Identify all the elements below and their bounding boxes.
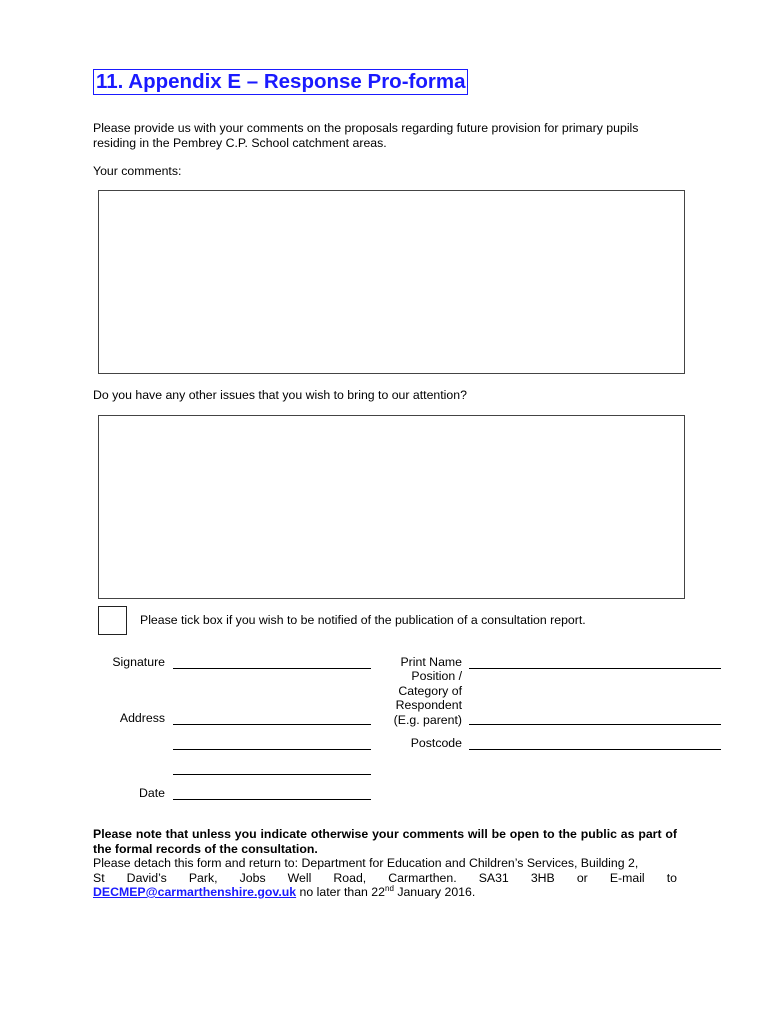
address-field-line-2[interactable] [173,749,371,750]
postcode-field[interactable] [469,749,721,750]
notify-checkbox[interactable] [98,606,127,635]
deadline-line [93,885,677,900]
position-label-line: Category of [398,683,462,698]
email-link[interactable]: DECMEP@carmarthenshire.gov.uk [93,885,297,899]
intro-paragraph [93,121,683,150]
date-label: Date [139,786,165,800]
public-records-notice: Please note that unless you indicate otherwise your comments will be open to the public as part of the formal records of the consultation. [93,827,677,856]
return-instructions-line: Please detach this form and return to: Department for Education and Children’s Services, Building 2, [93,856,639,870]
position-label-line: Respondent [395,698,462,712]
signature-field[interactable] [173,668,371,669]
deadline-text: no later than 22 [296,885,385,899]
date-field[interactable] [173,799,371,800]
address-field-line-1[interactable] [173,724,371,725]
comments-label: Your comments: [93,164,182,178]
position-label-line: Position / [411,669,462,683]
deadline-ordinal: nd [385,884,394,893]
intro-line: residing in the Pembrey C.P. School catchment areas. [93,135,387,150]
other-issues-textarea[interactable] [98,415,685,599]
comments-textarea[interactable] [98,190,685,374]
notify-checkbox-label: Please tick box if you wish to be notified of the publication of a consultation report. [140,613,586,627]
return-address-line: St David’s Park, Jobs Well Road, Carmarthen. SA31 3HB or E-mail to [93,870,677,885]
deadline-text-end: January 2016. [393,885,476,899]
signature-label: Signature [112,655,165,669]
position-field[interactable] [469,724,721,725]
intro-line: Please provide us with your comments on the proposals regarding future provision for primary pupils [93,121,639,135]
print-name-label: Print Name [400,655,462,669]
position-label-line: (E.g. parent) [393,712,462,727]
page-title: 11. Appendix E – Response Pro-forma [93,69,468,95]
postcode-label: Postcode [410,736,462,750]
address-label: Address [119,711,165,725]
other-issues-label: Do you have any other issues that you wish to bring to our attention? [93,388,467,402]
address-field-line-3[interactable] [173,774,371,775]
print-name-field[interactable] [469,668,721,669]
footer-note [93,827,677,900]
position-label [360,669,462,727]
